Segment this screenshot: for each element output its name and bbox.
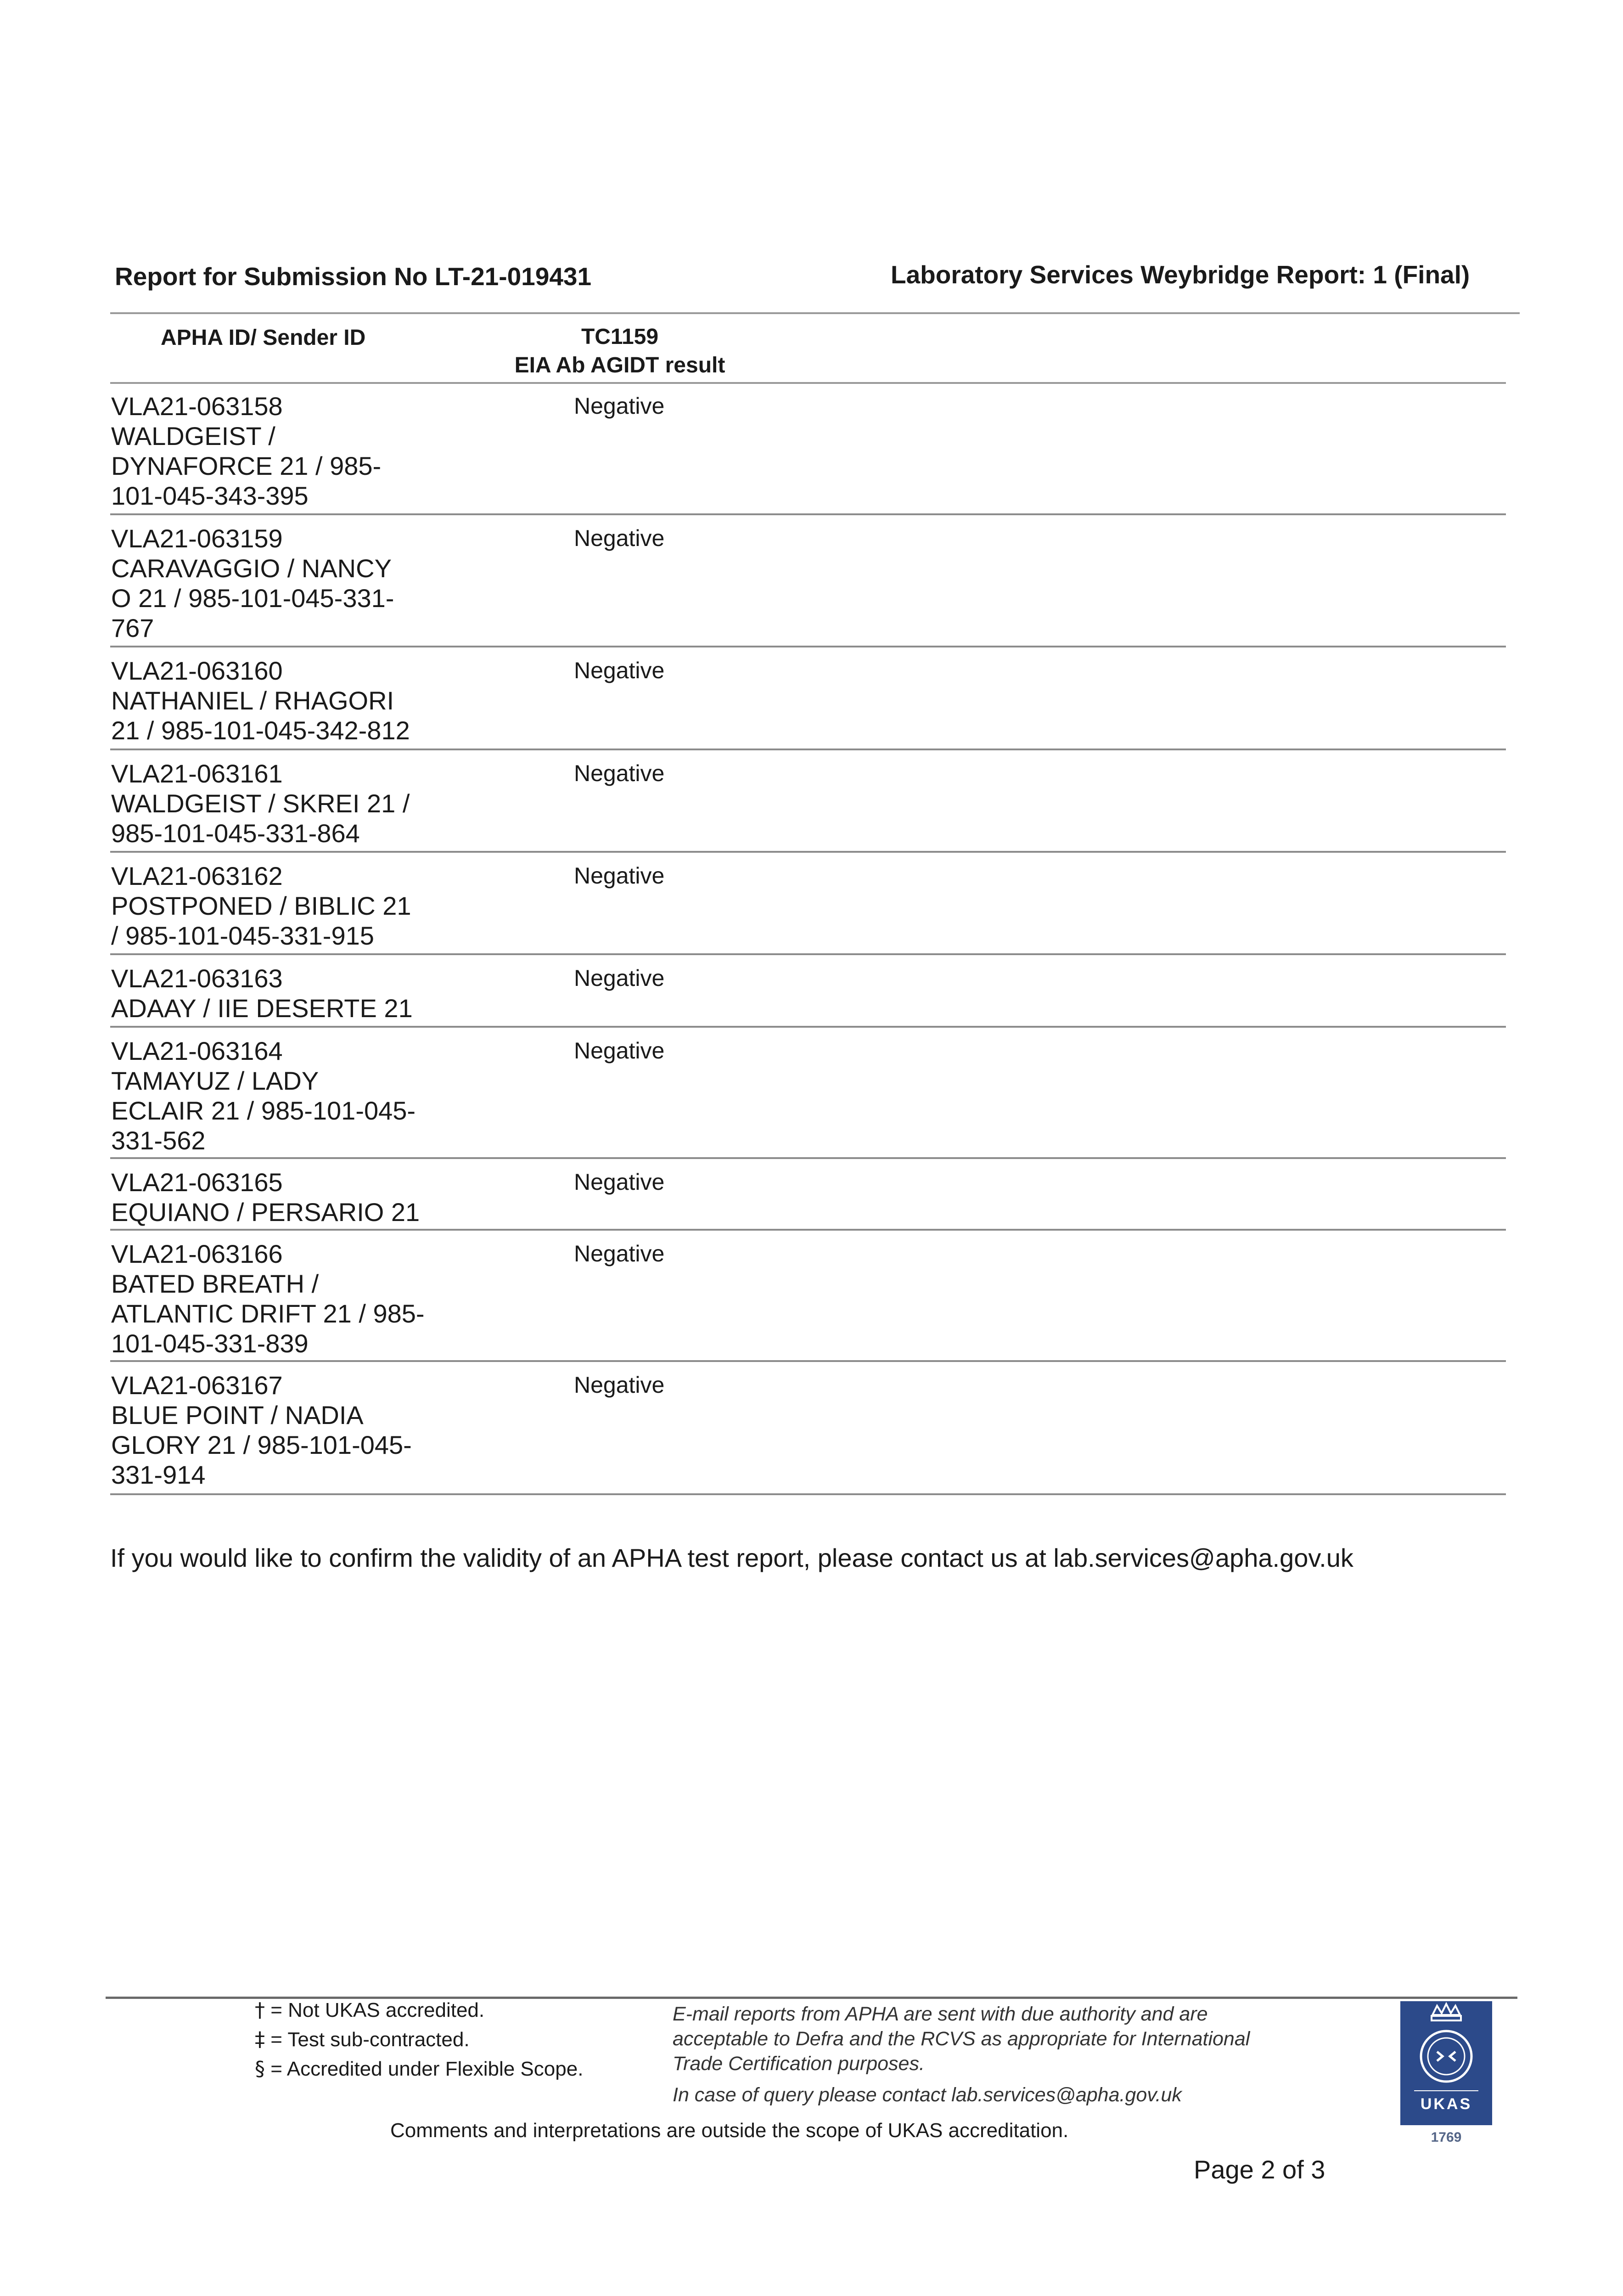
result-cell: Negative bbox=[574, 393, 665, 419]
sample-id-cell: VLA21-063159 CARAVAGGIO / NANCY O 21 / 985-101-045-331- 767 bbox=[111, 524, 394, 642]
result-cell: Negative bbox=[574, 1038, 665, 1064]
legend-symbol: † bbox=[255, 1998, 265, 2022]
sample-id-cell: VLA21-063164 TAMAYUZ / LADY ECLAIR 21 / 985-101-045- 331-562 bbox=[111, 1036, 416, 1155]
row-divider bbox=[110, 1493, 1506, 1495]
legend-not-accredited bbox=[255, 1998, 484, 2022]
table-row bbox=[110, 1362, 1506, 1495]
email-note-line: In case of query please contact lab.services@apha.gov.uk bbox=[673, 2084, 1182, 2106]
result-cell: Negative bbox=[574, 1169, 665, 1195]
sample-id-cell: VLA21-063160 NATHANIEL / RHAGORI 21 / 985-101-045-342-812 bbox=[111, 656, 410, 745]
result-cell: Negative bbox=[574, 1241, 665, 1266]
ukas-accreditation-number: 1769 bbox=[1431, 2130, 1462, 2145]
table-row bbox=[110, 750, 1506, 853]
email-note-line: E-mail reports from APHA are sent with due authority and are bbox=[673, 2003, 1208, 2025]
legend-symbol: ‡ bbox=[255, 2028, 265, 2051]
result-cell: Negative bbox=[574, 965, 665, 991]
table-row bbox=[110, 515, 1506, 647]
header-rule bbox=[110, 312, 1520, 314]
result-cell: Negative bbox=[574, 760, 665, 786]
legend-flexible-scope bbox=[255, 2057, 583, 2081]
table-row bbox=[110, 1231, 1506, 1362]
legend-sub-contracted bbox=[255, 2028, 470, 2051]
legend-text: = Not UKAS accredited. bbox=[270, 1999, 485, 2021]
result-cell: Negative bbox=[574, 863, 665, 889]
report-submission-title: Report for Submission No LT-21-019431 bbox=[115, 262, 592, 291]
column-header-test bbox=[482, 323, 758, 380]
result-cell: Negative bbox=[574, 1372, 665, 1398]
sample-id-cell: VLA21-063158 WALDGEIST / DYNAFORCE 21 / 985- 101-045-343-395 bbox=[111, 392, 382, 510]
column-header-apha-id: APHA ID/ Sender ID bbox=[161, 326, 366, 350]
ukas-wordmark: UKAS bbox=[1420, 2095, 1472, 2113]
column-header-test-code: TC1159 bbox=[581, 325, 659, 349]
result-cell: Negative bbox=[574, 525, 665, 551]
table-row bbox=[110, 853, 1506, 955]
sample-id-cell: VLA21-063161 WALDGEIST / SKREI 21 / 985-101-045-331-864 bbox=[111, 759, 410, 848]
legend-text: = Test sub-contracted. bbox=[270, 2028, 470, 2051]
sample-id-cell: VLA21-063165 EQUIANO / PERSARIO 21 bbox=[111, 1168, 420, 1227]
table-row bbox=[110, 383, 1506, 515]
table-row bbox=[110, 955, 1506, 1028]
table-row bbox=[110, 647, 1506, 750]
email-note-line: Trade Certification purposes. bbox=[673, 2053, 925, 2075]
validity-contact-note: If you would like to confirm the validity of an APHA test report, please contact us at lab.services@apha.gov.uk bbox=[110, 1543, 1353, 1572]
page-number: Page 2 of 3 bbox=[1194, 2155, 1325, 2184]
sample-id-cell: VLA21-063166 BATED BREATH / ATLANTIC DRIFT 21 / 985- 101-045-331-839 bbox=[111, 1239, 425, 1358]
column-header-test-name: EIA Ab AGIDT result bbox=[514, 353, 725, 377]
email-note-line: acceptable to Defra and the RCVS as appropriate for International bbox=[673, 2028, 1250, 2050]
sample-id-cell: VLA21-063167 BLUE POINT / NADIA GLORY 21 / 985-101-045- 331-914 bbox=[111, 1371, 412, 1489]
ukas-logo bbox=[1400, 2001, 1492, 2125]
sample-id-cell: VLA21-063163 ADAAY / IIE DESERTE 21 bbox=[111, 964, 413, 1023]
lab-report-title: Laboratory Services Weybridge Report: 1 (Final) bbox=[891, 260, 1470, 289]
table-row bbox=[110, 1159, 1506, 1231]
legend-symbol: § bbox=[255, 2057, 265, 2081]
result-cell: Negative bbox=[574, 658, 665, 683]
table-row bbox=[110, 1028, 1506, 1159]
sample-id-cell: VLA21-063162 POSTPONED / BIBLIC 21 / 985-101-045-331-915 bbox=[111, 861, 411, 950]
legend-text: = Accredited under Flexible Scope. bbox=[270, 2058, 584, 2080]
ukas-comments-note: Comments and interpretations are outside the scope of UKAS accreditation. bbox=[390, 2119, 1069, 2142]
